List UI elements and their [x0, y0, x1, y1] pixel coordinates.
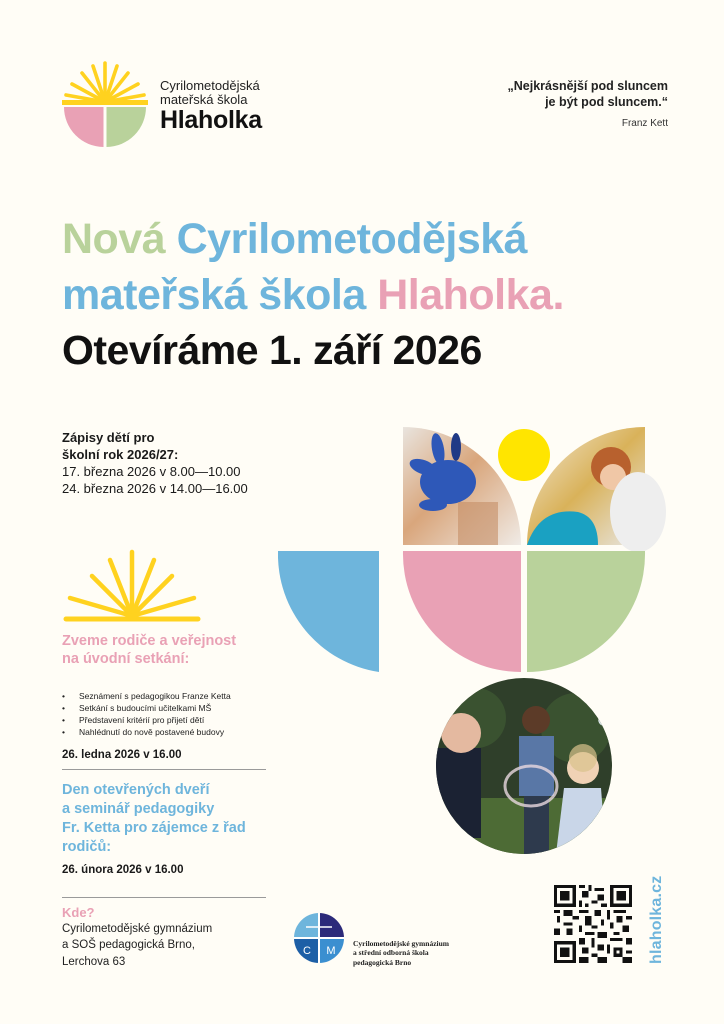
location-line-3: Lerchova 63 [62, 955, 126, 968]
open-day-heading-4: rodičů: [62, 838, 112, 855]
headline-hlaholka: Hlaholka. [377, 271, 564, 319]
page-title [62, 215, 564, 373]
headline-cyrilometodejska: Cyrilometodějská [176, 215, 528, 263]
divider [62, 769, 266, 770]
qr-code-icon[interactable] [554, 884, 632, 964]
headline-new: Nová [62, 215, 166, 263]
school-logo-text [160, 79, 262, 134]
quote-block [508, 79, 668, 129]
invite-heading-1: Zveme rodiče a veřejnost [62, 633, 237, 649]
sun-circle-icon [498, 429, 550, 481]
quote-author: Franz Kett [621, 118, 668, 130]
green-quarter-shape [527, 551, 645, 672]
location-line-2: a SOŠ pedagogická Brno, [62, 939, 195, 952]
invite-agenda-list [62, 690, 272, 738]
quote-line-1: „Nejkrásnější pod sluncem [507, 79, 668, 93]
pink-quarter-shape [403, 551, 521, 672]
photo-children-bubbles [436, 678, 612, 854]
open-day-heading-3: Fr. Ketta pro zájemce z řad [62, 819, 246, 836]
invite-heading-2: na úvodní setkání: [62, 651, 190, 668]
list-item: • Seznámení s pedagogikou Franze Ketta [62, 690, 272, 702]
headline-materska-skola: mateřská škola [62, 271, 366, 319]
logo-line-2: mateřská škola [160, 91, 248, 107]
headline-line-1 [62, 215, 564, 274]
enrolment-date-2: 24. března 2026 v 14.00—16.00 [62, 480, 248, 496]
partner-name-line-1: Cyrilometodějské gymnázium [353, 939, 450, 948]
open-day-heading-1: Den otevřených dveří [62, 782, 210, 798]
quote-line-2: je být pod sluncem.“ [545, 94, 668, 109]
list-item: • Představení kritérií pro přijetí dětí [62, 714, 272, 726]
list-item: • Setkání s budoucími učitelkami MŠ [62, 702, 272, 714]
enrolment-title-2: školní rok 2026/27: [62, 446, 179, 462]
enrolment-title-1: Zápisy dětí pro [62, 430, 155, 445]
headline-line-2 [62, 271, 564, 330]
partner-name-line-2: a střední odborná škola [353, 948, 429, 958]
logo-line-1: Cyrilometodějská [160, 78, 260, 93]
invite-section [62, 632, 272, 761]
school-logo-icon [62, 60, 148, 148]
headline-opening-date: Otevíráme 1. září 2026 [62, 327, 482, 373]
enrolment-date-1: 17. března 2026 v 8.00—10.00 [62, 463, 241, 479]
blue-quarter-shape [278, 551, 379, 672]
divider [62, 897, 266, 898]
sun-rays-icon [62, 548, 202, 624]
website-link[interactable]: hlaholka.cz [648, 875, 665, 964]
partner-name-line-3: pedagogická Brno [353, 957, 412, 967]
list-item: • Nahlédnutí do nově postavené budovy [62, 726, 272, 738]
open-day-heading-2: a seminář pedagogiky [62, 800, 215, 817]
partner-school-name [353, 939, 449, 967]
logo-letter-m: M [326, 945, 336, 957]
enrolment-section [62, 430, 248, 498]
location-line-1: Cyrilometodějské gymnázium [62, 922, 213, 935]
location-section [62, 905, 212, 971]
logo-name: Hlaholka [160, 106, 262, 135]
open-day-section [62, 781, 282, 876]
location-heading: Kde? [62, 905, 95, 920]
open-day-date: 26. února 2026 v 16.00 [62, 864, 184, 877]
flower-graphic [278, 427, 668, 677]
partner-school-logo-icon [293, 912, 345, 964]
invite-date: 26. ledna 2026 v 16.00 [62, 748, 182, 761]
logo-letter-c: C [303, 945, 311, 957]
